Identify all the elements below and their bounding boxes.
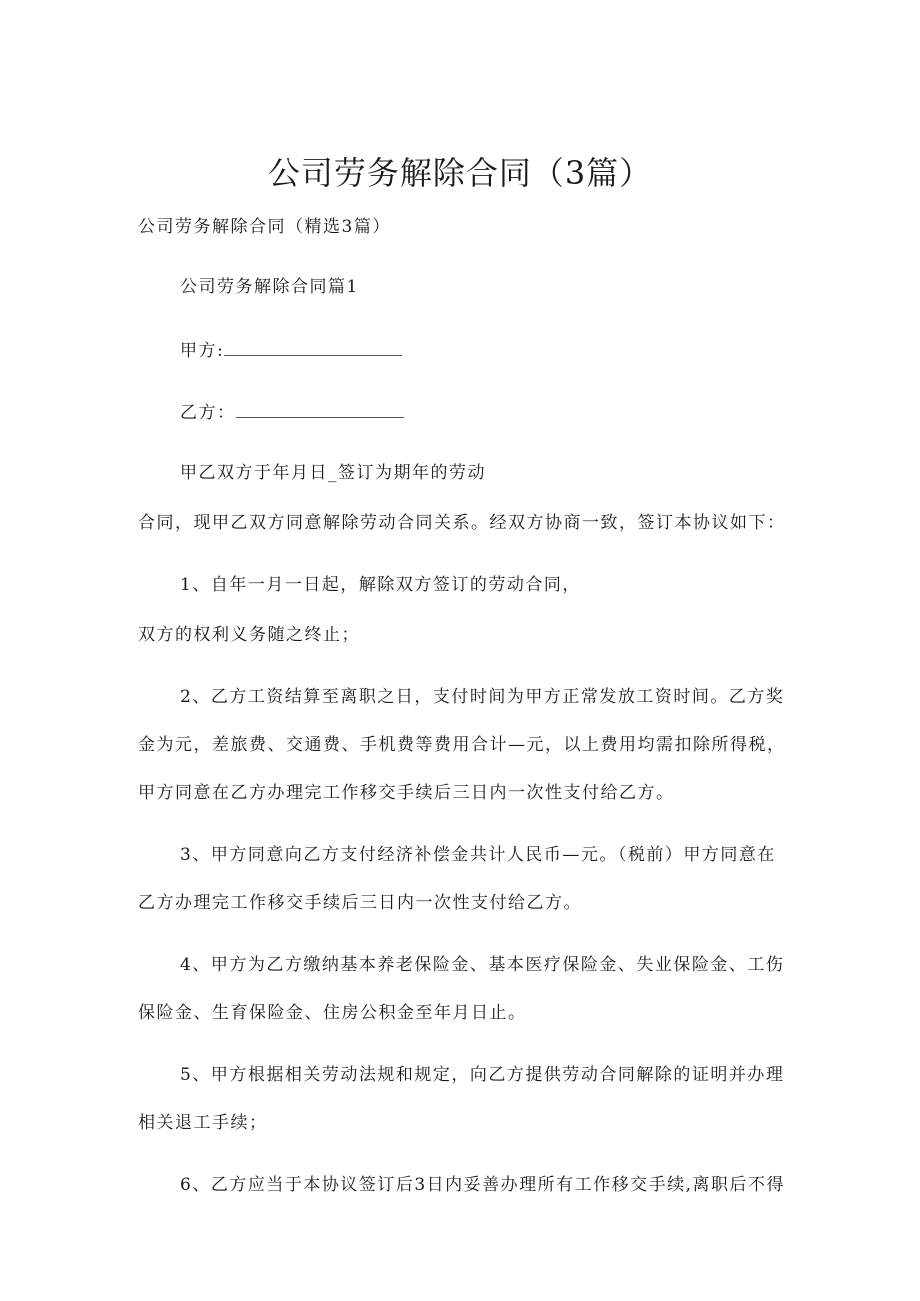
document-title: 公司劳务解除合同（3篇）: [267, 154, 653, 192]
party-a-line: [180, 340, 402, 362]
clause-5-line-2: 相关退工手续；: [138, 1113, 268, 1133]
clause-3-line-2: 乙方办理完工作移交手续后三日内一次性支付给乙方。: [138, 893, 582, 913]
clause-2-line-2: 金为元，差旅费、交通费、手机费等费用合计—元，以上费用均需扣除所得税，: [138, 735, 786, 755]
clause-1-line-1: 1、自年一月一日起，解除双方签订的劳动合同，: [180, 575, 581, 595]
section-heading: 公司劳务解除合同篇1: [180, 277, 359, 297]
clause-3-line-1: 3、甲方同意向乙方支付经济补偿金共计人民币—元。（税前）甲方同意在: [180, 845, 776, 865]
clause-6-line-1: 6、乙方应当于本协议签订后3日内妥善办理所有工作移交手续,离职后不得: [180, 1175, 786, 1195]
clause-5-line-1: 5、甲方根据相关劳动法规和规定，向乙方提供劳动合同解除的证明并办理: [180, 1065, 785, 1085]
clause-4-line-2: 保险金、生育保险金、住房公积金至年月日止。: [138, 1003, 527, 1023]
intro-line-2: 合同，现甲乙双方同意解除劳动合同关系。经双方协商一致，签订本协议如下：: [138, 513, 786, 533]
party-b-label: 乙方：: [180, 403, 236, 423]
document-subtitle: 公司劳务解除合同（精选3篇）: [138, 217, 391, 237]
clause-2-line-1: 2、乙方工资结算至离职之日，支付时间为甲方正常发放工资时间。乙方奖: [180, 687, 785, 707]
party-b-line: [180, 402, 404, 424]
party-b-blank: [236, 403, 404, 418]
clause-1-line-2: 双方的权利义务随之终止；: [138, 625, 360, 645]
party-a-label: 甲方:: [180, 341, 225, 361]
clause-2-line-3: 甲方同意在乙方办理完工作移交手续后三日内一次性支付给乙方。: [138, 783, 675, 803]
party-a-blank: [224, 341, 402, 356]
intro-line-1: 甲乙双方于年月日_签订为期年的劳动: [180, 463, 486, 483]
clause-4-line-1: 4、甲方为乙方缴纳基本养老保险金、基本医疗保险金、失业保险金、工伤: [180, 955, 785, 975]
